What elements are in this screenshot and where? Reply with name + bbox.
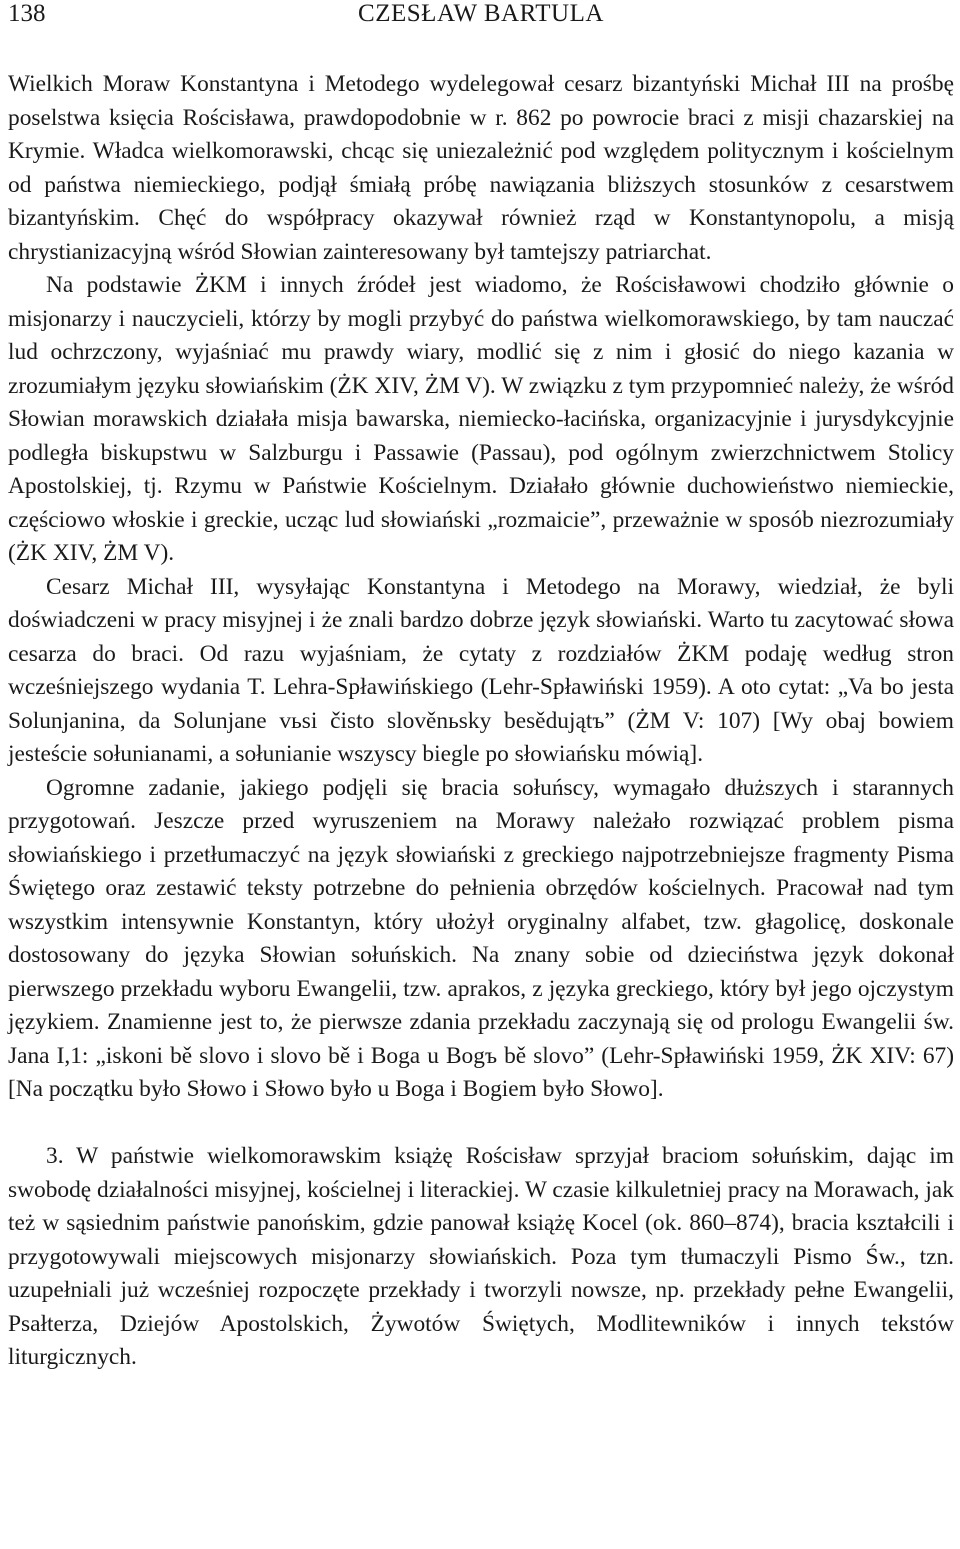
- paragraph-continuation: Wielkich Moraw Konstantyna i Metodego wydelegował cesarz bizantyński Michał III na prośbę poselstwa księcia Rościsława, prawdopodobnie w r. 862 po powrocie braci z misji chazarskiej na Krymie. Władca wielkomorawski, chcąc się uniezależnić pod względem politycznym i kościelnym od państwa niemieckiego, podjął śmiałą próbę nawiązania bliższych stosunków z cesarstwem bizantyńskim. Chęć do współpracy okazywał również rząd w Konstantynopolu, a misją chrystianizacyjną wśród Słowian zainteresowany był tamtejszy patriarchat.: [8, 71, 954, 265]
- paragraph-section-3: 3. W państwie wielkomorawskim książę Rościsław sprzyjał braciom sołuńskim, dając im swobodę działalności misyjnej, kościelnej i literackiej. W czasie kilkuletniej pracy na Morawach, jak też w sąsiednim państwie panońskim, gdzie panował książę Kocel (ok. 860–874), bracia kształcili i przygotowywali miejscowych misjonarzy słowiańskich. Poza tym tłumaczyli Pismo Św., tzn. uzupełniali już wcześniej rozpoczęte przekłady i tworzyli nowsze, np. przekłady pełne Ewangelii, Psałterza, Dziejów Apostolskich, Żywotów Świętych, Modlitewników i innych tekstów liturgicznych.: [8, 1143, 954, 1370]
- page-number: 138: [8, 0, 46, 27]
- paragraph-emperor-michael: Cesarz Michał III, wysyłając Konstantyna i Metodego na Morawy, wiedział, że byli doświadczeni w pracy misyjnej i że znali bardzo dobrze język słowiański. Warto tu zacytować słowa cesarza do braci. Od razu wyjaśniam, że cytaty z rozdziałów ŻKM podaję według stron wcześniejszego wydania T. Lehra-Spławińskiego (Lehr-Spławiński 1959). A oto cytat: „Va bo jesta Solunjanina, da Solunjane vьsi čisto slověnьsky besědujątъ” (ŻM V: 107) [Wy obaj bowiem jesteście sołunianami, a sołunianie wszyscy biegle po słowiańsku mówią].: [8, 573, 954, 767]
- paragraph-preparations: Ogromne zadanie, jakiego podjęli się bracia sołuńscy, wymagało dłuższych i starannych przygotowań. Jeszcze przed wyruszeniem na Morawy należało rozwiązać problem pisma słowiańskiego i przetłumaczyć na język słowiański z greckiego najpotrzebniejsze fragmenty Pisma Świętego oraz zestawić teksty potrzebne do pełnienia obrzędów kościelnych. Pracował nad tym wszystkim intensywnie Konstantyn, który ułożył oryginalny alfabet, tzw. głagolicę, doskonale dostosowany do języka Słowian sołuńskich. Na znany sobie od dzieciństwa język dokonał pierwszego przekładu wyboru Ewangelii, tzw. aprakos, z języka greckiego, który był jego ojczystym językiem. Znamienne jest to, że pierwsze zdania przekładu zaczynają się od prologu Ewangelii św. Jana I,1: „iskoni bě slovo i slovo bě i Boga u Bogъ bě slovo” (Lehr-Spławiński 1959, ŻK XIV: 67) [Na początku było Słowo i Słowo było u Boga i Bogiem było Słowo].: [8, 774, 954, 1102]
- book-page: [8, 0, 954, 1375]
- paragraph-rosciclaw-missionaries: Na podstawie ŻKM i innych źródeł jest wiadomo, że Rościsławowi chodziło głównie o misjonarzy i nauczycieli, którzy by mogli przybyć do państwa wielkomorawskiego, by tam nauczać lud ochrzczony, wyjaśniać mu prawdy wiary, modlić się z nim i głosić do niego kazania w zrozumiałym języku słowiańskim (ŻK XIV, ŻM V). W związku z tym przypomnieć należy, że wśród Słowian morawskich działała misja bawarska, niemiecko-łacińska, organizacyjnie i jurysdykcyjnie podległa biskupstwu w Salzburgu i Passawie (Passau), pod ogólnym zwierzchnictwem Stolicy Apostolskiej, tj. Rzymu w Państwie Kościelnym. Działało głównie duchowieństwo niemieckie, częściowo włoskie i greckie, ucząc lud słowiański „rozmaicie”, przeważnie w sposób niezrozumiały (ŻK XIV, ŻM V).: [8, 272, 954, 566]
- running-head: [8, 0, 954, 40]
- body-text: [8, 68, 954, 1375]
- running-title: CZESŁAW BARTULA: [358, 0, 604, 27]
